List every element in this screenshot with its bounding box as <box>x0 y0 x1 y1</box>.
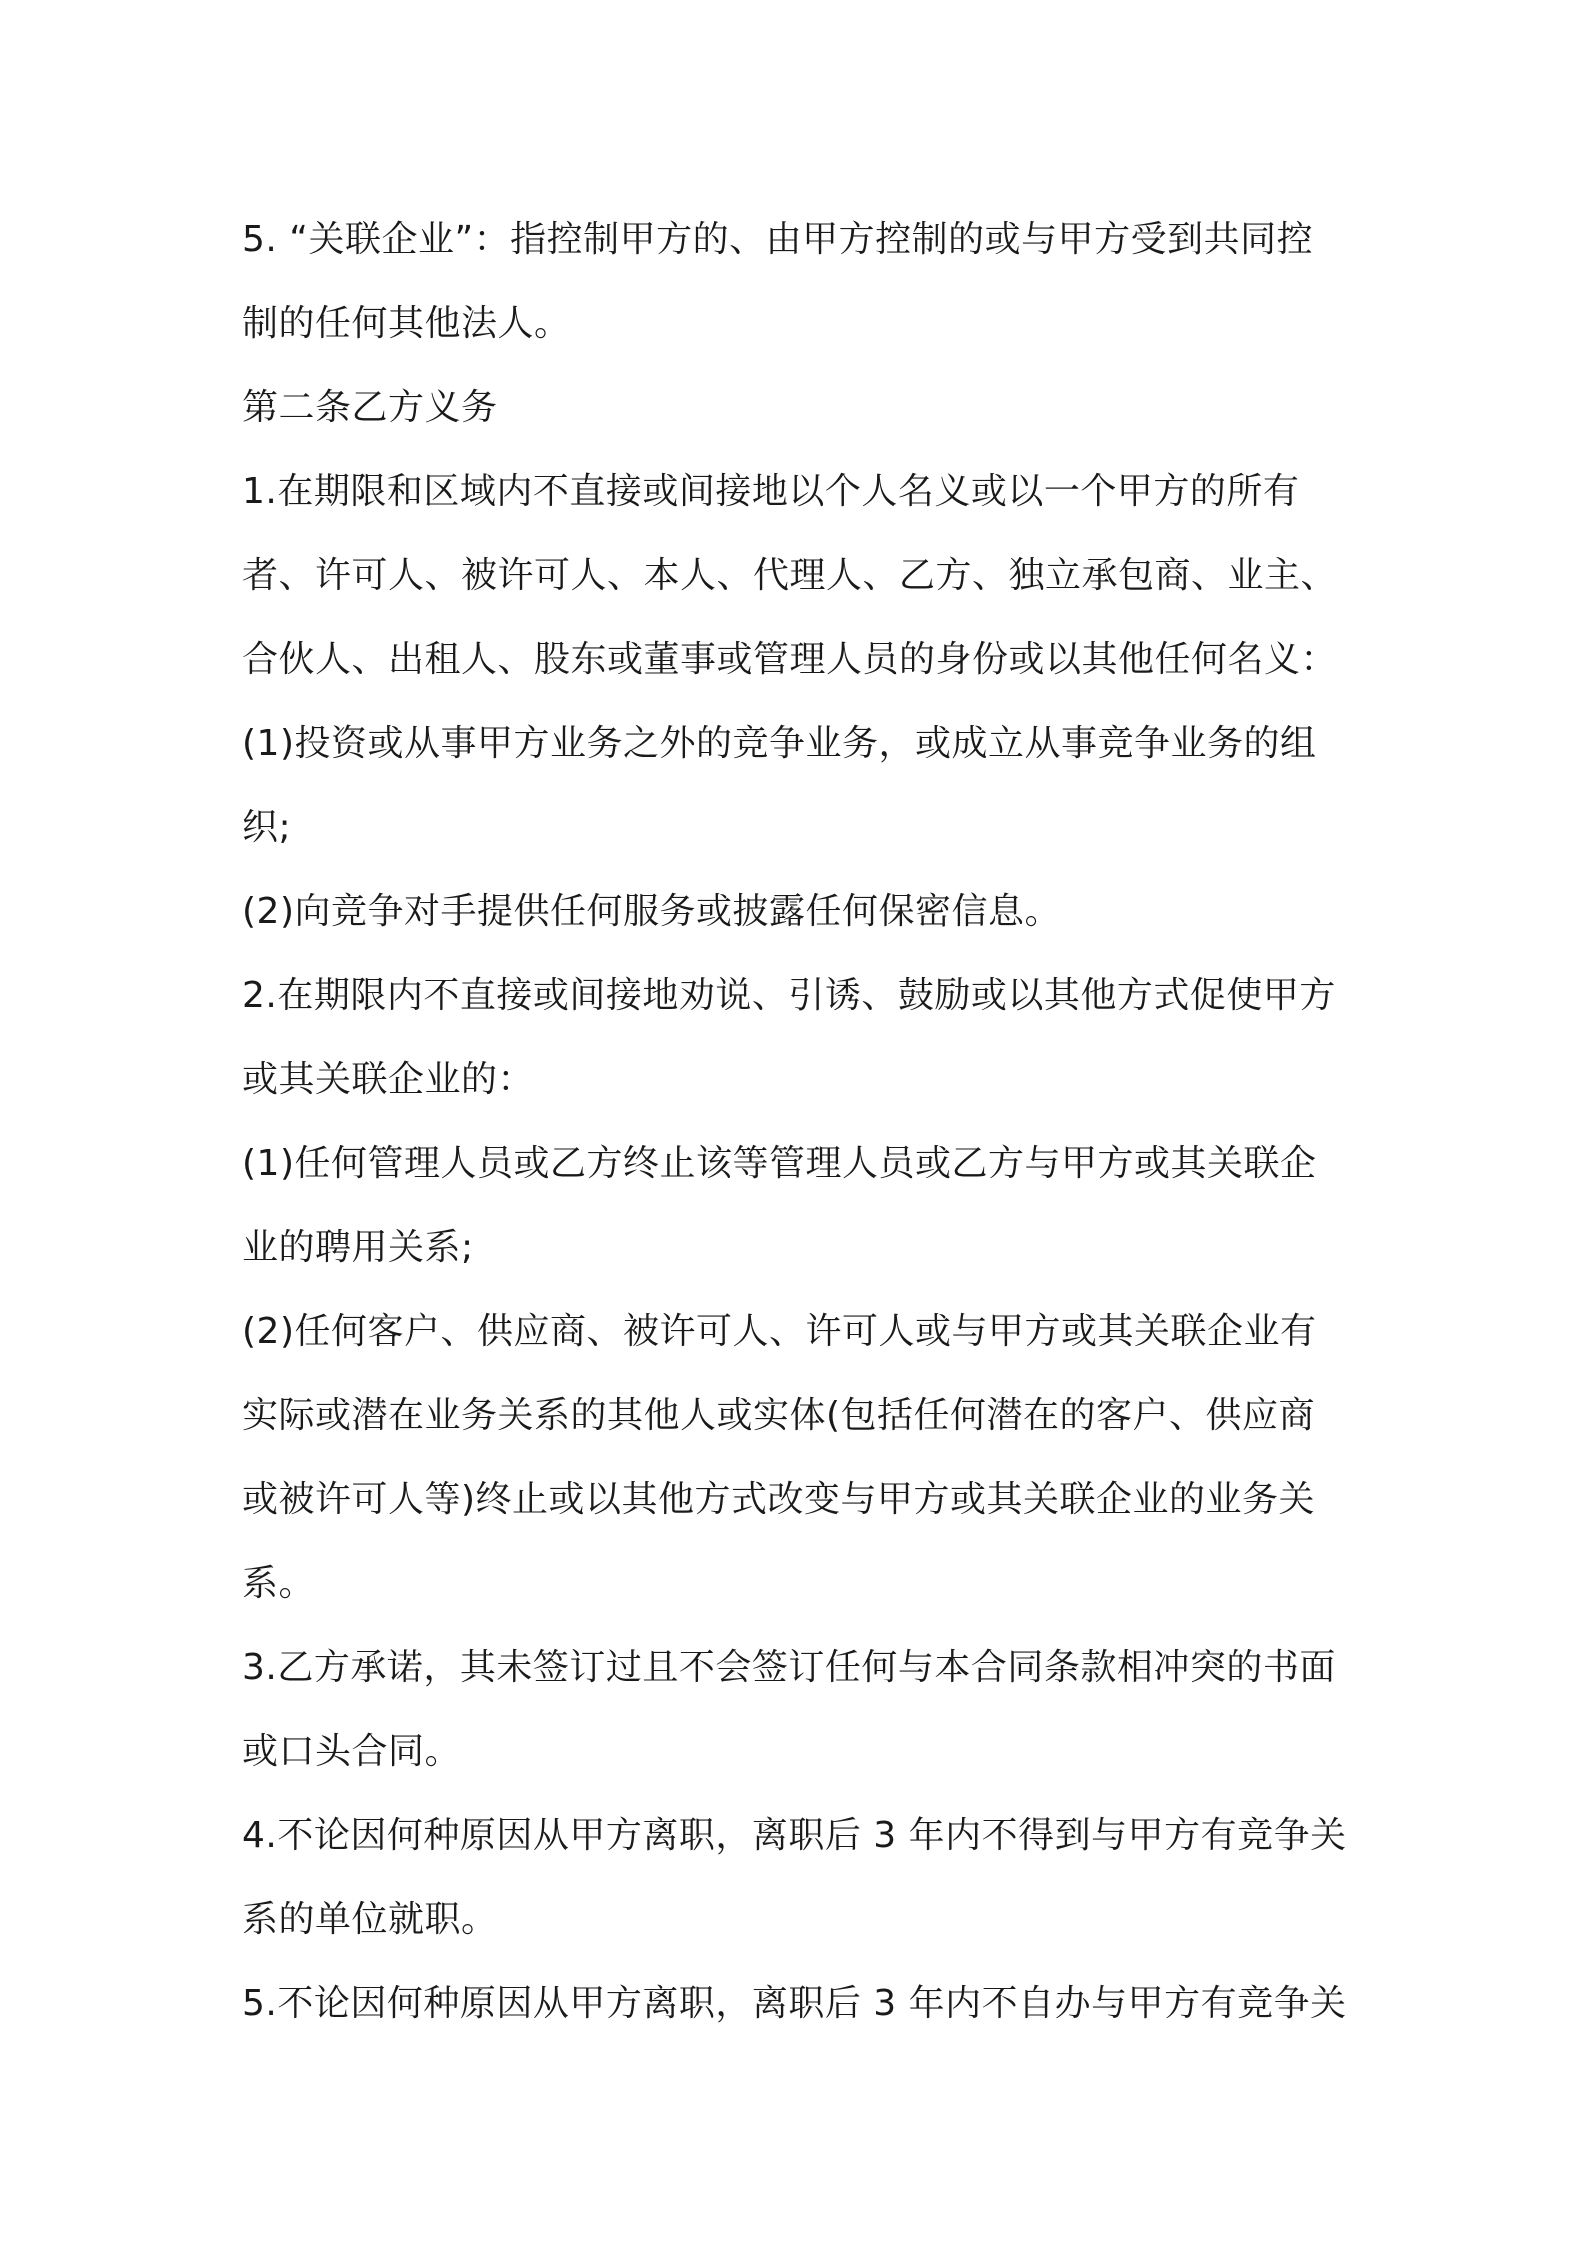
text-line: 业的聘用关系; <box>242 1227 474 1268</box>
text-line: 或被许可人等)终止或以其他方式改变与甲方或其关联企业的业务关 <box>242 1479 1316 1520</box>
text-line: (1)任何管理人员或乙方终止该等管理人员或乙方与甲方或其关联企 <box>242 1143 1317 1184</box>
text-line: 3.乙方承诺，其未签订过且不会签订任何与本合同条款相冲突的书面 <box>242 1647 1336 1688</box>
text-line: 系的单位就职。 <box>242 1899 498 1940</box>
text-line: (2)任何客户、供应商、被许可人、许可人或与甲方或其关联企业有 <box>242 1311 1317 1352</box>
text-line: 系。 <box>242 1563 316 1604</box>
text-line: 制的任何其他法人。 <box>242 303 571 344</box>
text-line: 织; <box>242 807 292 848</box>
text-line: (1)投资或从事甲方业务之外的竞争业务，或成立从事竞争业务的组 <box>242 723 1317 764</box>
text-line: 2.在期限内不直接或间接地劝说、引诱、鼓励或以其他方式促使甲方 <box>242 975 1336 1016</box>
text-line: 4.不论因何种原因从甲方离职，离职后 3 年内不得到与甲方有竞争关 <box>242 1815 1347 1856</box>
text-line: 合伙人、出租人、股东或董事或管理人员的身份或以其他任何名义： <box>242 639 1338 680</box>
text-line: 或口头合同。 <box>242 1731 462 1772</box>
text-line: 者、许可人、被许可人、本人、代理人、乙方、独立承包商、业主、 <box>242 555 1338 596</box>
text-line: 或其关联企业的： <box>242 1059 535 1100</box>
text-line: 1.在期限和区域内不直接或间接地以个人名义或以一个甲方的所有 <box>242 471 1300 512</box>
text-line: 5. “关联企业”：指控制甲方的、由甲方控制的或与甲方受到共同控 <box>242 219 1314 260</box>
text-line: 实际或潜在业务关系的其他人或实体(包括任何潜在的客户、供应商 <box>242 1395 1316 1436</box>
text-line: 5.不论因何种原因从甲方离职，离职后 3 年内不自办与甲方有竞争关 <box>242 1983 1347 2024</box>
section-heading: 第二条乙方义务 <box>242 387 498 428</box>
text-line: (2)向竞争对手提供任何服务或披露任何保密信息。 <box>242 891 1061 932</box>
document-body <box>242 198 1352 2046</box>
